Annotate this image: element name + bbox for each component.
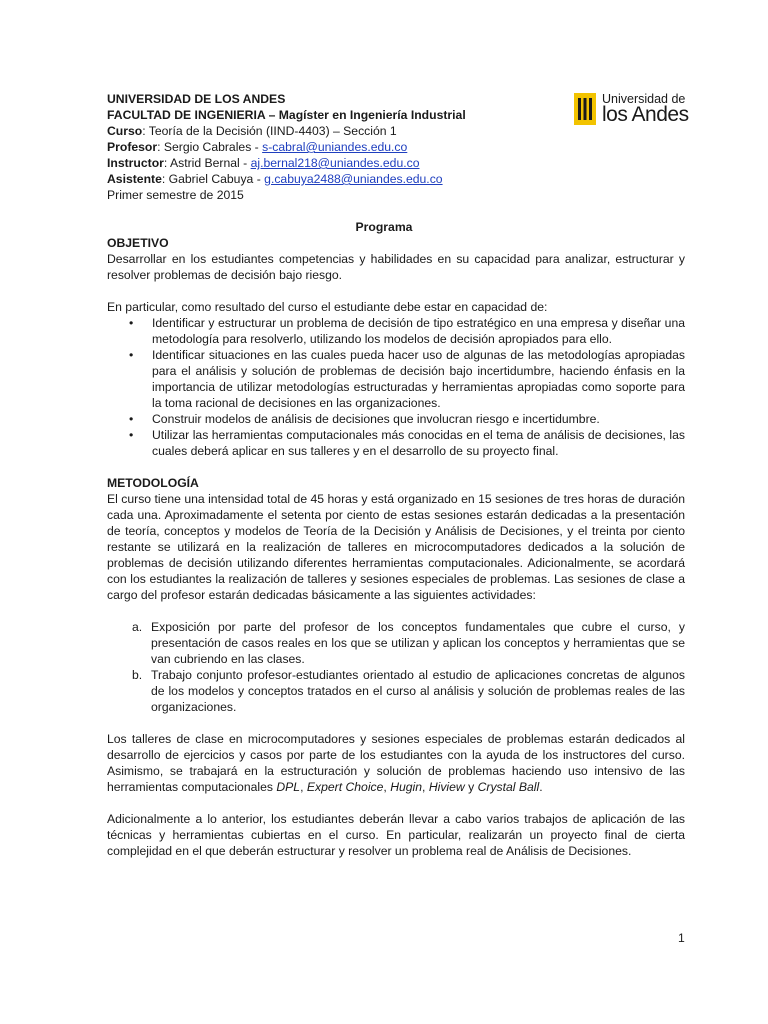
list-item-text: Identificar situaciones en las cuales pueda hacer uso de algunas de las metodologías apropiadas para el análisis y solución de problemas de decisión bajo incertidumbre, haciendo énfasis en la importancia de utilizar metodologías estructuradas y herramientas apropiadas como soporte para la toma racional de decisiones en las organizaciones.: [152, 348, 685, 410]
list-item: [107, 619, 685, 667]
tool-name: Expert Choice: [306, 780, 384, 794]
list-item-text: Construir modelos de análisis de decisiones que involucran riesgo e incertidumbre.: [152, 412, 600, 426]
university-logo-icon: [574, 93, 596, 125]
professor-name: : Sergio Cabrales -: [157, 140, 263, 154]
objetivo-bullet-list: [107, 315, 685, 459]
document-body: [107, 235, 685, 859]
metodologia-paragraph: El curso tiene una intensidad total de 45 horas y está organizado en 15 sesiones de tres horas de duración cada una. Aproximadamente el setenta por ciento de estas sesiones estarán dedicadas a la presentación de teoría, conceptos y modelos de Teoría de la Decisión y Análisis de Decisiones, y el treinta por ciento restante se utilizará en la realización de talleres en microcomputadores dedicados a la solución de problemas de decisión utilizando diferentes herramientas computacionales. Adicionalmente, se acordará con los estudiantes la realización de talleres y sesiones especiales de problemas. Las sesiones de clase a cargo del profesor estarán dedicadas básicamente a las siguientes actividades:: [107, 492, 685, 602]
list-item: [107, 667, 685, 715]
list-item: [107, 411, 685, 427]
assistant-line: [107, 171, 557, 187]
course-value: : Teoría de la Decisión (IIND-4403) – Sección 1: [142, 124, 397, 138]
list-item-text: Identificar y estructurar un problema de decisión de tipo estratégico en una empresa y diseñar una metodología para resolverlo, utilizando los modelos de decisión apropiados para ello.: [152, 316, 685, 346]
instructor-email-link[interactable]: aj.bernal218@uniandes.edu.co: [250, 156, 420, 170]
list-item-marker: b.: [132, 668, 143, 682]
spacer: [107, 603, 685, 619]
semester: Primer semestre de 2015: [107, 188, 244, 202]
list-item-text: Trabajo conjunto profesor-estudiantes orientado al estudio de aplicaciones concretas de algunos de los modelos y conceptos tratados en el curso al análisis y solución de problemas reales de las organizaciones.: [151, 668, 685, 714]
bullet-marker: •: [129, 428, 134, 442]
tool-name: Crystal Ball: [477, 780, 540, 794]
list-item-marker: a.: [132, 620, 143, 634]
faculty-name: FACULTAD DE INGENIERIA: [107, 108, 266, 122]
assistant-email-link[interactable]: g.cabuya2488@uniandes.edu.co: [264, 172, 443, 186]
objetivo-heading: OBJETIVO: [107, 236, 169, 250]
adicional-paragraph: Adicionalmente a lo anterior, los estudiantes deberán llevar a cabo varios trabajos de aplicación de las técnicas y herramientas cubiertas en el curso. En particular, realizarán un proyecto final de cierta complejidad en el que deberán estructurar y resolver un problema real de Análisis de Decisiones.: [107, 812, 685, 858]
course-line: [107, 123, 557, 139]
logo-text-line2: los Andes: [602, 103, 689, 126]
separator: .: [539, 780, 543, 794]
instructor-label: Instructor: [107, 156, 164, 170]
list-item: [107, 347, 685, 411]
assistant-name: : Gabriel Cabuya -: [161, 172, 265, 186]
list-item-text: Utilizar las herramientas computacionales más conocidas en el tema de análisis de decisiones, las cuales deberá aplicar en sus talleres y en el desarrollo de su proyecto final.: [152, 428, 685, 458]
objetivo-intro: En particular, como resultado del curso el estudiante debe estar en capacidad de:: [107, 300, 548, 314]
professor-line: [107, 139, 557, 155]
talleres-text: Los talleres de clase en microcomputadores y sesiones especiales de problemas estarán dedicados al desarrollo de ejercicios y casos por parte de los estudiantes con la ayuda de los instructores del curso. Asimismo, se trabajará en la estructuración y solución de problemas haciendo uso intensivo de las herramientas computacionales: [107, 732, 685, 794]
tool-name: DPL: [276, 780, 301, 794]
spacer: [107, 715, 685, 731]
list-item: [107, 427, 685, 459]
program-title: Programa: [355, 220, 413, 234]
course-header: [107, 91, 557, 203]
tool-name: Hugin: [390, 780, 423, 794]
list-item-text: Exposición por parte del profesor de los conceptos fundamentales que cubre el curso, y presentación de casos reales en los que se utilizan y aplican los conceptos y herramientas que se van cubriendo en las clases.: [151, 620, 685, 666]
spacer: [107, 283, 685, 299]
activities-list: [107, 619, 685, 715]
course-label: Curso: [107, 124, 143, 138]
bullet-marker: •: [129, 348, 134, 362]
faculty-separator: –: [265, 108, 279, 122]
separator: ,: [422, 780, 429, 794]
list-item: [107, 315, 685, 347]
instructor-line: [107, 155, 557, 171]
separator: ,: [383, 780, 391, 794]
professor-label: Profesor: [107, 140, 158, 154]
page-number: 1: [678, 931, 685, 945]
faculty-line: [107, 107, 557, 123]
assistant-label: Asistente: [107, 172, 162, 186]
university-logo: [574, 91, 689, 127]
separator: ,: [300, 780, 307, 794]
tool-name: Hiview: [428, 780, 465, 794]
separator: y: [464, 780, 478, 794]
logo-text-line1: Universidad de: [602, 92, 686, 106]
bullet-marker: •: [129, 412, 134, 426]
bullet-marker: •: [129, 316, 134, 330]
program-name: Magíster en Ingeniería Industrial: [278, 108, 466, 122]
university-name: UNIVERSIDAD DE LOS ANDES: [107, 92, 286, 106]
talleres-paragraph: [107, 731, 685, 795]
instructor-name: : Astrid Bernal -: [163, 156, 251, 170]
spacer: [107, 459, 685, 475]
metodologia-heading: METODOLOGÍA: [107, 476, 199, 490]
spacer: [107, 795, 685, 811]
professor-email-link[interactable]: s-cabral@uniandes.edu.co: [262, 140, 408, 154]
objetivo-paragraph: Desarrollar en los estudiantes competencias y habilidades en su capacidad para analizar, estructurar y resolver problemas de decisión bajo riesgo.: [107, 252, 685, 282]
